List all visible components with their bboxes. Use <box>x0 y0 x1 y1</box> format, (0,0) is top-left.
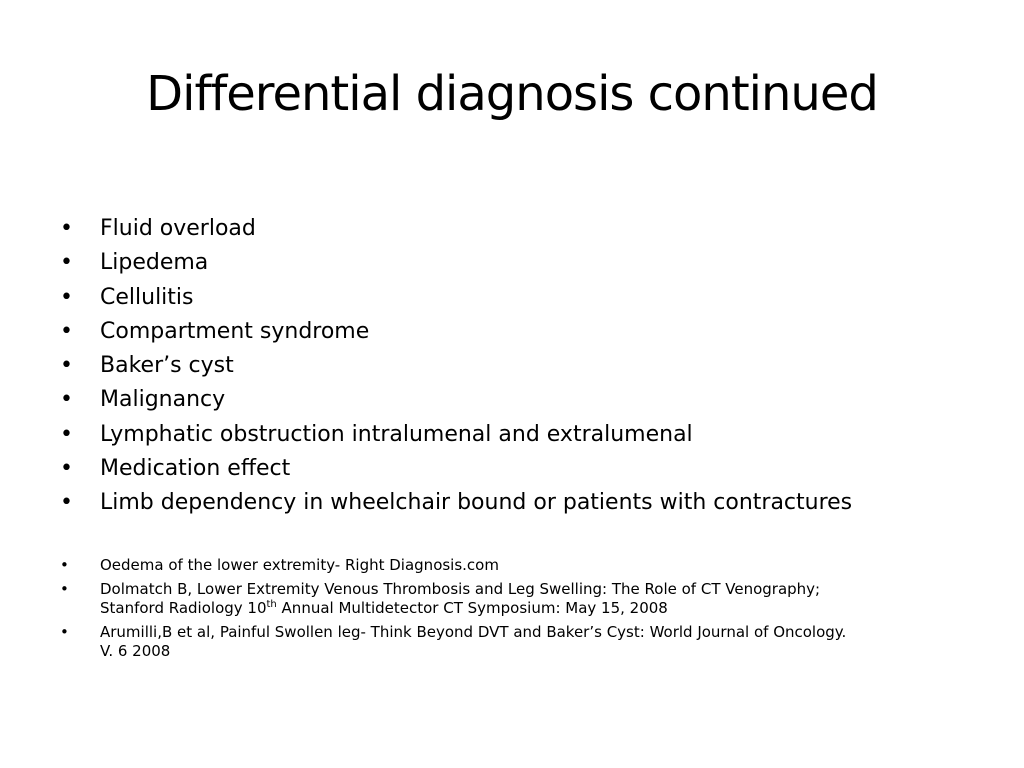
bullet-icon: • <box>60 353 73 379</box>
list-item-text: Fluid overload <box>100 216 256 241</box>
list-item-text: Lymphatic obstruction intralumenal and extralumenal <box>100 421 693 447</box>
bullet-icon: • <box>60 318 73 344</box>
reference-text: Oedema of the lower extremity- Right Diagnosis.com <box>100 556 499 574</box>
ordinal-suffix: th <box>266 599 277 610</box>
list-item <box>60 212 980 246</box>
reference-text-part: Annual Multidetector CT Symposium: May 15, 2008 <box>276 599 668 617</box>
reference-text-continued: V. 6 2008 <box>100 642 171 660</box>
list-item <box>60 349 980 383</box>
bullet-icon: • <box>60 556 69 574</box>
list-item <box>60 315 980 349</box>
list-item-text: Medication effect <box>100 456 291 482</box>
reference-list <box>60 556 1000 666</box>
list-item <box>60 246 980 280</box>
list-item <box>60 486 980 520</box>
reference-text: Dolmatch B, Lower Extremity Venous Thrombosis and Leg Swelling: The Role of CT Venography; <box>100 580 821 598</box>
bullet-icon: • <box>60 421 73 447</box>
reference-text-part: Stanford Radiology 10 <box>100 599 267 617</box>
bullet-icon: • <box>60 387 73 413</box>
bullet-icon: • <box>60 250 73 276</box>
list-item-text: Cellulitis <box>100 284 194 310</box>
list-item <box>60 281 980 315</box>
list-item-text: Lipedema <box>100 250 209 276</box>
list-item <box>60 418 980 452</box>
bullet-icon: • <box>60 490 73 516</box>
list-item <box>60 383 980 417</box>
bullet-icon: • <box>60 284 73 310</box>
bullet-icon: • <box>60 216 73 241</box>
reference-item <box>60 580 1000 618</box>
diagnosis-list <box>60 212 980 521</box>
bullet-icon: • <box>60 580 69 598</box>
list-item-text: Compartment syndrome <box>100 318 370 344</box>
list-item-text: Baker’s cyst <box>100 353 234 379</box>
reference-text-continued <box>100 599 1000 618</box>
list-item-text: Malignancy <box>100 387 226 413</box>
reference-text: Arumilli,B et al, Painful Swollen leg- Think Beyond DVT and Baker’s Cyst: World Journal of Oncology. <box>100 623 847 641</box>
list-item <box>60 452 980 486</box>
slide-title: Differential diagnosis continued <box>146 66 878 122</box>
reference-item <box>60 556 1000 575</box>
reference-item <box>60 623 1000 661</box>
bullet-icon: • <box>60 456 73 482</box>
bullet-icon: • <box>60 623 69 641</box>
list-item-text: Limb dependency in wheelchair bound or patients with contractures <box>100 490 853 516</box>
